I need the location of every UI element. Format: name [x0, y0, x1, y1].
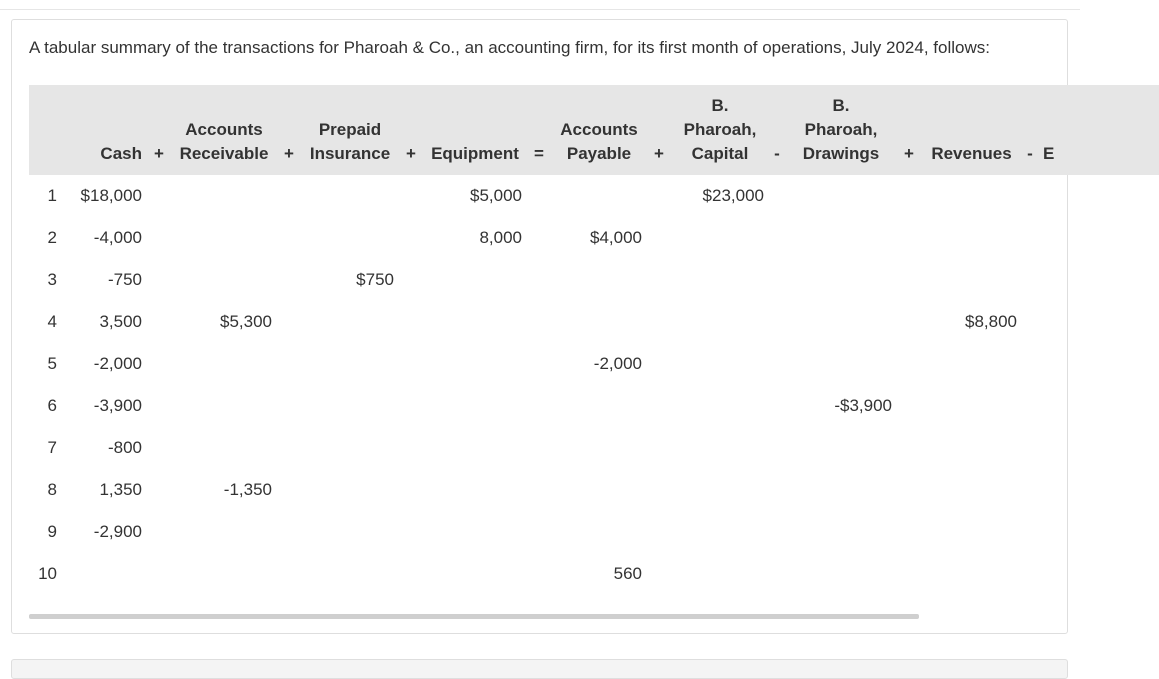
equipment-cell — [426, 427, 524, 469]
drawings-cell — [788, 469, 894, 511]
ap-cell — [554, 469, 644, 511]
header-plus: + — [406, 144, 416, 163]
pi-cell — [304, 427, 396, 469]
ar-cell — [174, 385, 274, 427]
revenues-cell — [924, 469, 1019, 511]
table-row — [29, 301, 1159, 343]
ap-cell — [554, 427, 644, 469]
header-cash: Cash — [100, 144, 142, 163]
header-line: Insurance — [309, 144, 391, 163]
table-row — [29, 217, 1159, 259]
header-row — [29, 85, 1159, 175]
table-row — [29, 175, 1159, 217]
header-plus: + — [654, 144, 664, 163]
capital-cell: $23,000 — [702, 186, 764, 205]
header-plus: + — [904, 144, 914, 163]
header-minus: - — [1027, 144, 1033, 163]
question-card — [11, 19, 1068, 634]
capital-cell — [674, 301, 766, 343]
pi-cell — [304, 217, 396, 259]
ar-cell — [174, 343, 274, 385]
ar-cell — [174, 553, 274, 595]
table-row — [29, 553, 1159, 595]
ar-cell — [174, 427, 274, 469]
drawings-cell — [788, 301, 894, 343]
drawings-cell — [788, 511, 894, 553]
pi-cell — [304, 301, 396, 343]
header-equipment: Equipment — [431, 144, 519, 163]
drawings-cell — [788, 175, 894, 217]
capital-cell — [674, 511, 766, 553]
row-number: 1 — [47, 186, 57, 205]
row-number: 10 — [38, 564, 57, 583]
ar-cell — [174, 259, 274, 301]
table-row — [29, 469, 1159, 511]
pi-cell — [304, 385, 396, 427]
revenues-cell: $8,800 — [965, 312, 1017, 331]
cash-cell: -750 — [107, 270, 142, 289]
capital-cell — [674, 259, 766, 301]
header-equals: = — [534, 144, 544, 163]
table-row — [29, 343, 1159, 385]
capital-cell — [674, 385, 766, 427]
pi-cell — [304, 469, 396, 511]
cash-cell: -4,000 — [93, 228, 142, 247]
equipment-cell — [426, 511, 524, 553]
header-accounts-receivable — [174, 85, 274, 175]
pi-cell — [304, 511, 396, 553]
header-line: Accounts — [185, 120, 263, 139]
capital-cell — [674, 427, 766, 469]
row-number: 7 — [47, 438, 57, 457]
header-line: Pharoah, — [804, 120, 878, 139]
revenues-cell — [924, 343, 1019, 385]
ar-cell: -1,350 — [223, 480, 272, 499]
ar-cell — [174, 511, 274, 553]
header-line: Receivable — [179, 144, 269, 163]
capital-cell — [674, 343, 766, 385]
revenues-cell — [924, 511, 1019, 553]
top-divider — [0, 9, 1080, 10]
header-accounts-payable — [554, 85, 644, 175]
header-number — [29, 85, 69, 175]
equipment-cell — [426, 343, 524, 385]
row-number: 2 — [47, 228, 57, 247]
header-line: Pharoah, — [683, 120, 757, 139]
header-line: B. — [832, 96, 850, 115]
header-line: B. — [711, 96, 729, 115]
header-plus: + — [154, 144, 164, 163]
header-capital — [674, 85, 766, 175]
ar-cell: $5,300 — [220, 312, 272, 331]
header-line: Accounts — [560, 120, 638, 139]
horizontal-scrollbar[interactable] — [29, 614, 919, 619]
row-number: 5 — [47, 354, 57, 373]
ap-cell — [554, 259, 644, 301]
header-minus: - — [774, 144, 780, 163]
header-line: Capital — [691, 144, 749, 163]
next-card-edge — [11, 659, 1068, 679]
revenues-cell — [924, 553, 1019, 595]
header-expenses-partial: E — [1043, 144, 1055, 163]
pi-cell — [304, 343, 396, 385]
drawings-cell: -$3,900 — [834, 396, 892, 415]
header-drawings — [788, 85, 894, 175]
drawings-cell — [788, 427, 894, 469]
table-row — [29, 259, 1159, 301]
equipment-cell — [426, 259, 524, 301]
equipment-cell — [426, 469, 524, 511]
cash-cell: -3,900 — [93, 396, 142, 415]
cash-cell: 1,350 — [99, 480, 142, 499]
header-revenues: Revenues — [931, 144, 1012, 163]
row-number: 8 — [47, 480, 57, 499]
equipment-cell — [426, 301, 524, 343]
table-row — [29, 427, 1159, 469]
table-row — [29, 385, 1159, 427]
row-number: 6 — [47, 396, 57, 415]
ap-cell: $4,000 — [590, 228, 642, 247]
header-line: Payable — [566, 144, 632, 163]
equipment-cell: 8,000 — [479, 228, 522, 247]
drawings-cell — [788, 217, 894, 259]
table-scroll-area[interactable] — [29, 85, 1055, 605]
ar-cell — [174, 217, 274, 259]
cash-cell: $18,000 — [80, 186, 142, 205]
cash-cell — [69, 553, 144, 595]
header-line: Prepaid — [318, 120, 382, 139]
equipment-cell — [426, 553, 524, 595]
revenues-cell — [924, 175, 1019, 217]
row-number: 4 — [47, 312, 57, 331]
ap-cell — [554, 175, 644, 217]
ap-cell: -2,000 — [593, 354, 642, 373]
cash-cell: -2,900 — [93, 522, 142, 541]
equipment-cell: $5,000 — [470, 186, 522, 205]
header-line: Drawings — [802, 144, 880, 163]
revenues-cell — [924, 217, 1019, 259]
capital-cell — [674, 469, 766, 511]
cash-cell: -800 — [107, 438, 142, 457]
equipment-cell — [426, 385, 524, 427]
ap-cell — [554, 511, 644, 553]
row-number: 3 — [47, 270, 57, 289]
drawings-cell — [788, 553, 894, 595]
revenues-cell — [924, 385, 1019, 427]
drawings-cell — [788, 343, 894, 385]
drawings-cell — [788, 259, 894, 301]
capital-cell — [674, 217, 766, 259]
cash-cell: -2,000 — [93, 354, 142, 373]
pi-cell — [304, 553, 396, 595]
ap-cell: 560 — [613, 564, 642, 583]
revenues-cell — [924, 259, 1019, 301]
header-prepaid-insurance — [304, 85, 396, 175]
row-number: 9 — [47, 522, 57, 541]
cash-cell: 3,500 — [99, 312, 142, 331]
intro-text: A tabular summary of the transactions for Pharoah & Co., an accounting firm, for its first month of operations, July 2024, follows: — [29, 38, 990, 57]
ap-cell — [554, 301, 644, 343]
revenues-cell — [924, 427, 1019, 469]
capital-cell — [674, 553, 766, 595]
transactions-table — [29, 85, 1159, 595]
pi-cell — [304, 175, 396, 217]
ap-cell — [554, 385, 644, 427]
table-row — [29, 511, 1159, 553]
pi-cell: $750 — [356, 270, 394, 289]
ar-cell — [174, 175, 274, 217]
header-plus: + — [284, 144, 294, 163]
